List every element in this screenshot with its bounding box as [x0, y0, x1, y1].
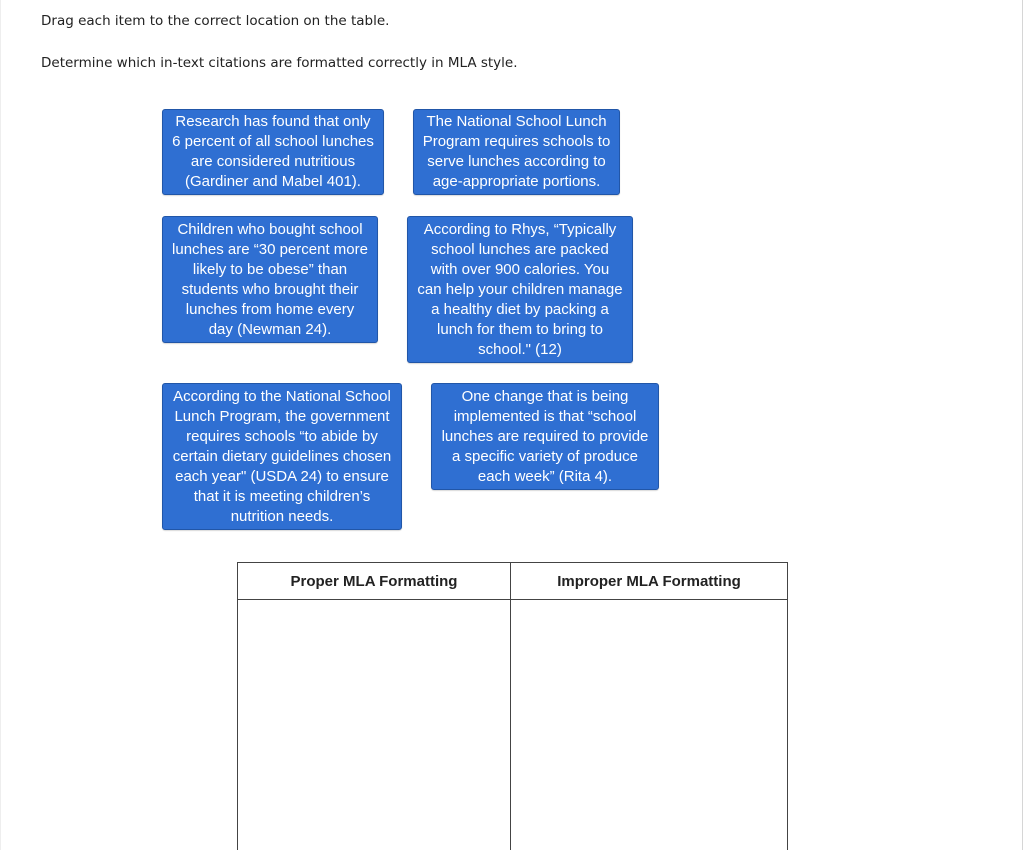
- draggable-citation-rita[interactable]: [431, 383, 659, 490]
- drop-zone-proper[interactable]: [238, 600, 511, 850]
- drop-zone-improper[interactable]: [511, 600, 788, 850]
- draggable-citation-usda[interactable]: [162, 383, 402, 530]
- instruction-determine: Determine which in-text citations are formatted correctly in MLA style.: [41, 55, 518, 71]
- draggable-citation-newman[interactable]: [162, 216, 378, 343]
- instruction-drag: Drag each item to the correct location on the table.: [41, 13, 390, 29]
- draggable-citation-national-school-lunch[interactable]: [413, 109, 620, 195]
- tile-text: According to Rhys, “Typically school lunches are packed with over 900 calories. You can help your children manage a healthy diet by packing a lunch for them to bring to school." (12): [417, 220, 623, 358]
- draggable-citation-gardiner-mabel[interactable]: [162, 109, 384, 195]
- sorting-table: [237, 562, 788, 850]
- header-improper-mla: Improper MLA Formatting: [511, 563, 788, 600]
- header-proper-mla: Proper MLA Formatting: [238, 563, 511, 600]
- tile-text: The National School Lunch Program requires schools to serve lunches according to age-appropriate portions.: [422, 113, 611, 190]
- tile-text: Research has found that only 6 percent of all school lunches are considered nutritious (Gardiner and Mabel 401).: [172, 113, 374, 190]
- table-drop-row: [238, 600, 788, 850]
- tile-text: Children who bought school lunches are “30 percent more likely to be obese” than students who brought their lunches from home every day (Newman 24).: [172, 220, 368, 338]
- page-left-border: [0, 0, 1, 850]
- tile-text: One change that is being implemented is that “school lunches are required to provide a specific variety of produce each week” (Rita 4).: [441, 387, 649, 485]
- draggable-citation-rhys[interactable]: [407, 216, 633, 363]
- table-header-row: [238, 563, 788, 600]
- tile-text: According to the National School Lunch Program, the government requires schools “to abide by certain dietary guidelines chosen each year" (USDA 24) to ensure that it is meeting children’s nutrition needs.: [172, 387, 392, 525]
- page-right-border: [1022, 0, 1023, 850]
